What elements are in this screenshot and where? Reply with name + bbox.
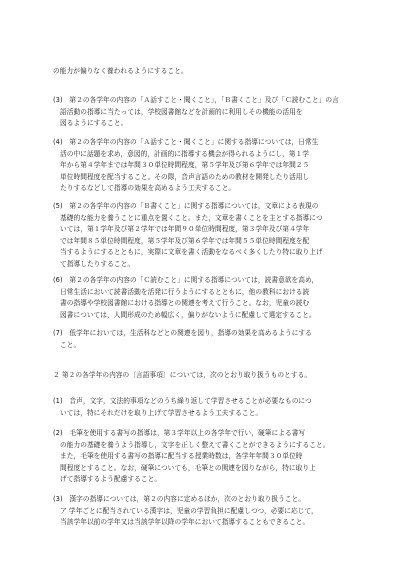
item-2 <box>48 428 362 486</box>
text-line: 当該学年以前の学年又は当該学年以降の学年において指導することもできること。 <box>60 518 310 527</box>
text-line: ２ 第２の各学年の内容の〔言語事項〕については，次のとおり取り扱うものとする。 <box>53 371 312 379</box>
text-line: (1) 音声，文字，文法的事項などのうち繰り返して学習させることが必要なものにつ <box>53 397 312 405</box>
text-line: 日常生活において読書活動を活発に行うようにするとともに，他の教科における読 <box>60 287 310 296</box>
text-line: (7) 低学年においては，生活科などとの関連を図り，指導の効果を高めるようにする <box>53 329 312 337</box>
text-line: ア 学年ごとに配当されている漢字は，児童の学習負担に配慮しつつ，必要に応じて， <box>60 506 318 515</box>
text-line: いては，第１学年及び第２学年では年間９０単位時間程度，第３学年及び第４学年 <box>60 225 310 234</box>
text-line: て指導したりすること。 <box>60 259 135 268</box>
text-line: いては，特にそれだけを取り上げて学習させるよう工夫すること。 <box>60 408 263 417</box>
text-line: 当するようにするとともに，実際に文章を書く活動をなるべく多くしたり特に取り上げ <box>60 248 323 257</box>
text-line: (3) 漢字の指導については，第２の内容に定めるほか，次のとおり取り扱うこと。 <box>53 495 306 503</box>
text-line: (5) 第２の各学年の内容の「Ｂ書くこと」に関する指導については，文章による表現の <box>53 202 319 210</box>
text-line: 図書については，人間形成のため幅広く，偏りがないように配慮して選定すること。 <box>60 310 316 319</box>
text-line: 基礎的な能力を養うことに重点を置くこと。また，文章を書くことを主とする指導につ <box>60 213 323 222</box>
text-line: 語活動の指導に当たっては，学校図書館などを計画的に利用しその機能の活用を <box>60 107 303 116</box>
text-line: (3) 第２の各学年の内容の「Ａ話すこと・聞くこと」，「Ｂ書くこと」及び「Ｃ読むこと」の言 <box>53 96 339 104</box>
paragraph-4 <box>48 137 362 195</box>
paragraph-intro <box>48 66 362 78</box>
text-line: また，毛筆を使用する書写の指導に配当する授業時数は，各学年年間３０単位時 <box>60 452 303 461</box>
text-line: 活の中に話題を求め，意図的，計画的に指導する機会が得られるようにし，第１学 <box>60 149 310 158</box>
text-line: げて指導するよう配慮すること。 <box>60 475 162 484</box>
paragraph-7 <box>48 328 362 351</box>
item-1 <box>48 396 362 419</box>
text-line: 図るようにすること。 <box>60 119 128 128</box>
paragraph-3 <box>48 95 362 130</box>
paragraph-6 <box>48 275 362 321</box>
text-line: 書の指導や学校図書館における指導との関連を考えて行うこと。なお，児童の読む <box>60 299 310 308</box>
text-line: (6) 第２の各学年の内容の「Ｃ読むこと」に関する指導については，読書意欲を高め， <box>53 276 319 284</box>
item-3 <box>48 494 362 529</box>
text-line: 単位時間程度を配当すること。その際，音声言語のための教材を開発したり活用し <box>60 172 310 181</box>
text-line: 年から第４学年までは年間３０単位時間程度，第５学年及び第６学年では年間２５ <box>60 161 310 170</box>
text-line: の能力が偏りなく養われるようにすること。 <box>53 67 188 75</box>
text-line: (2) 毛筆を使用する書写の指導は，第３学年以上の各学年で行い，硬筆による書写 <box>53 429 306 437</box>
paragraph-5 <box>48 201 362 271</box>
text-line: 間程度とすること。なお，硬筆についても，毛筆との関連を図りながら，特に取り上 <box>60 463 316 472</box>
section-heading-2 <box>48 370 362 382</box>
text-line: こと。 <box>60 340 81 349</box>
text-line: たりするなどして指導の効果を高めるよう工夫すること。 <box>60 184 236 193</box>
text-line: の能力の基礎を養うよう指導し，文字を正しく整えて書くことができるようにすること。 <box>60 440 330 449</box>
text-line: (4) 第２の各学年の内容の「Ａ話すこと・聞くこと」に関する指導については，日常生 <box>53 138 319 146</box>
text-line: では年間８５単位時間程度，第５学年及び第６学年では年間５５単位時間程度を配 <box>60 236 310 245</box>
